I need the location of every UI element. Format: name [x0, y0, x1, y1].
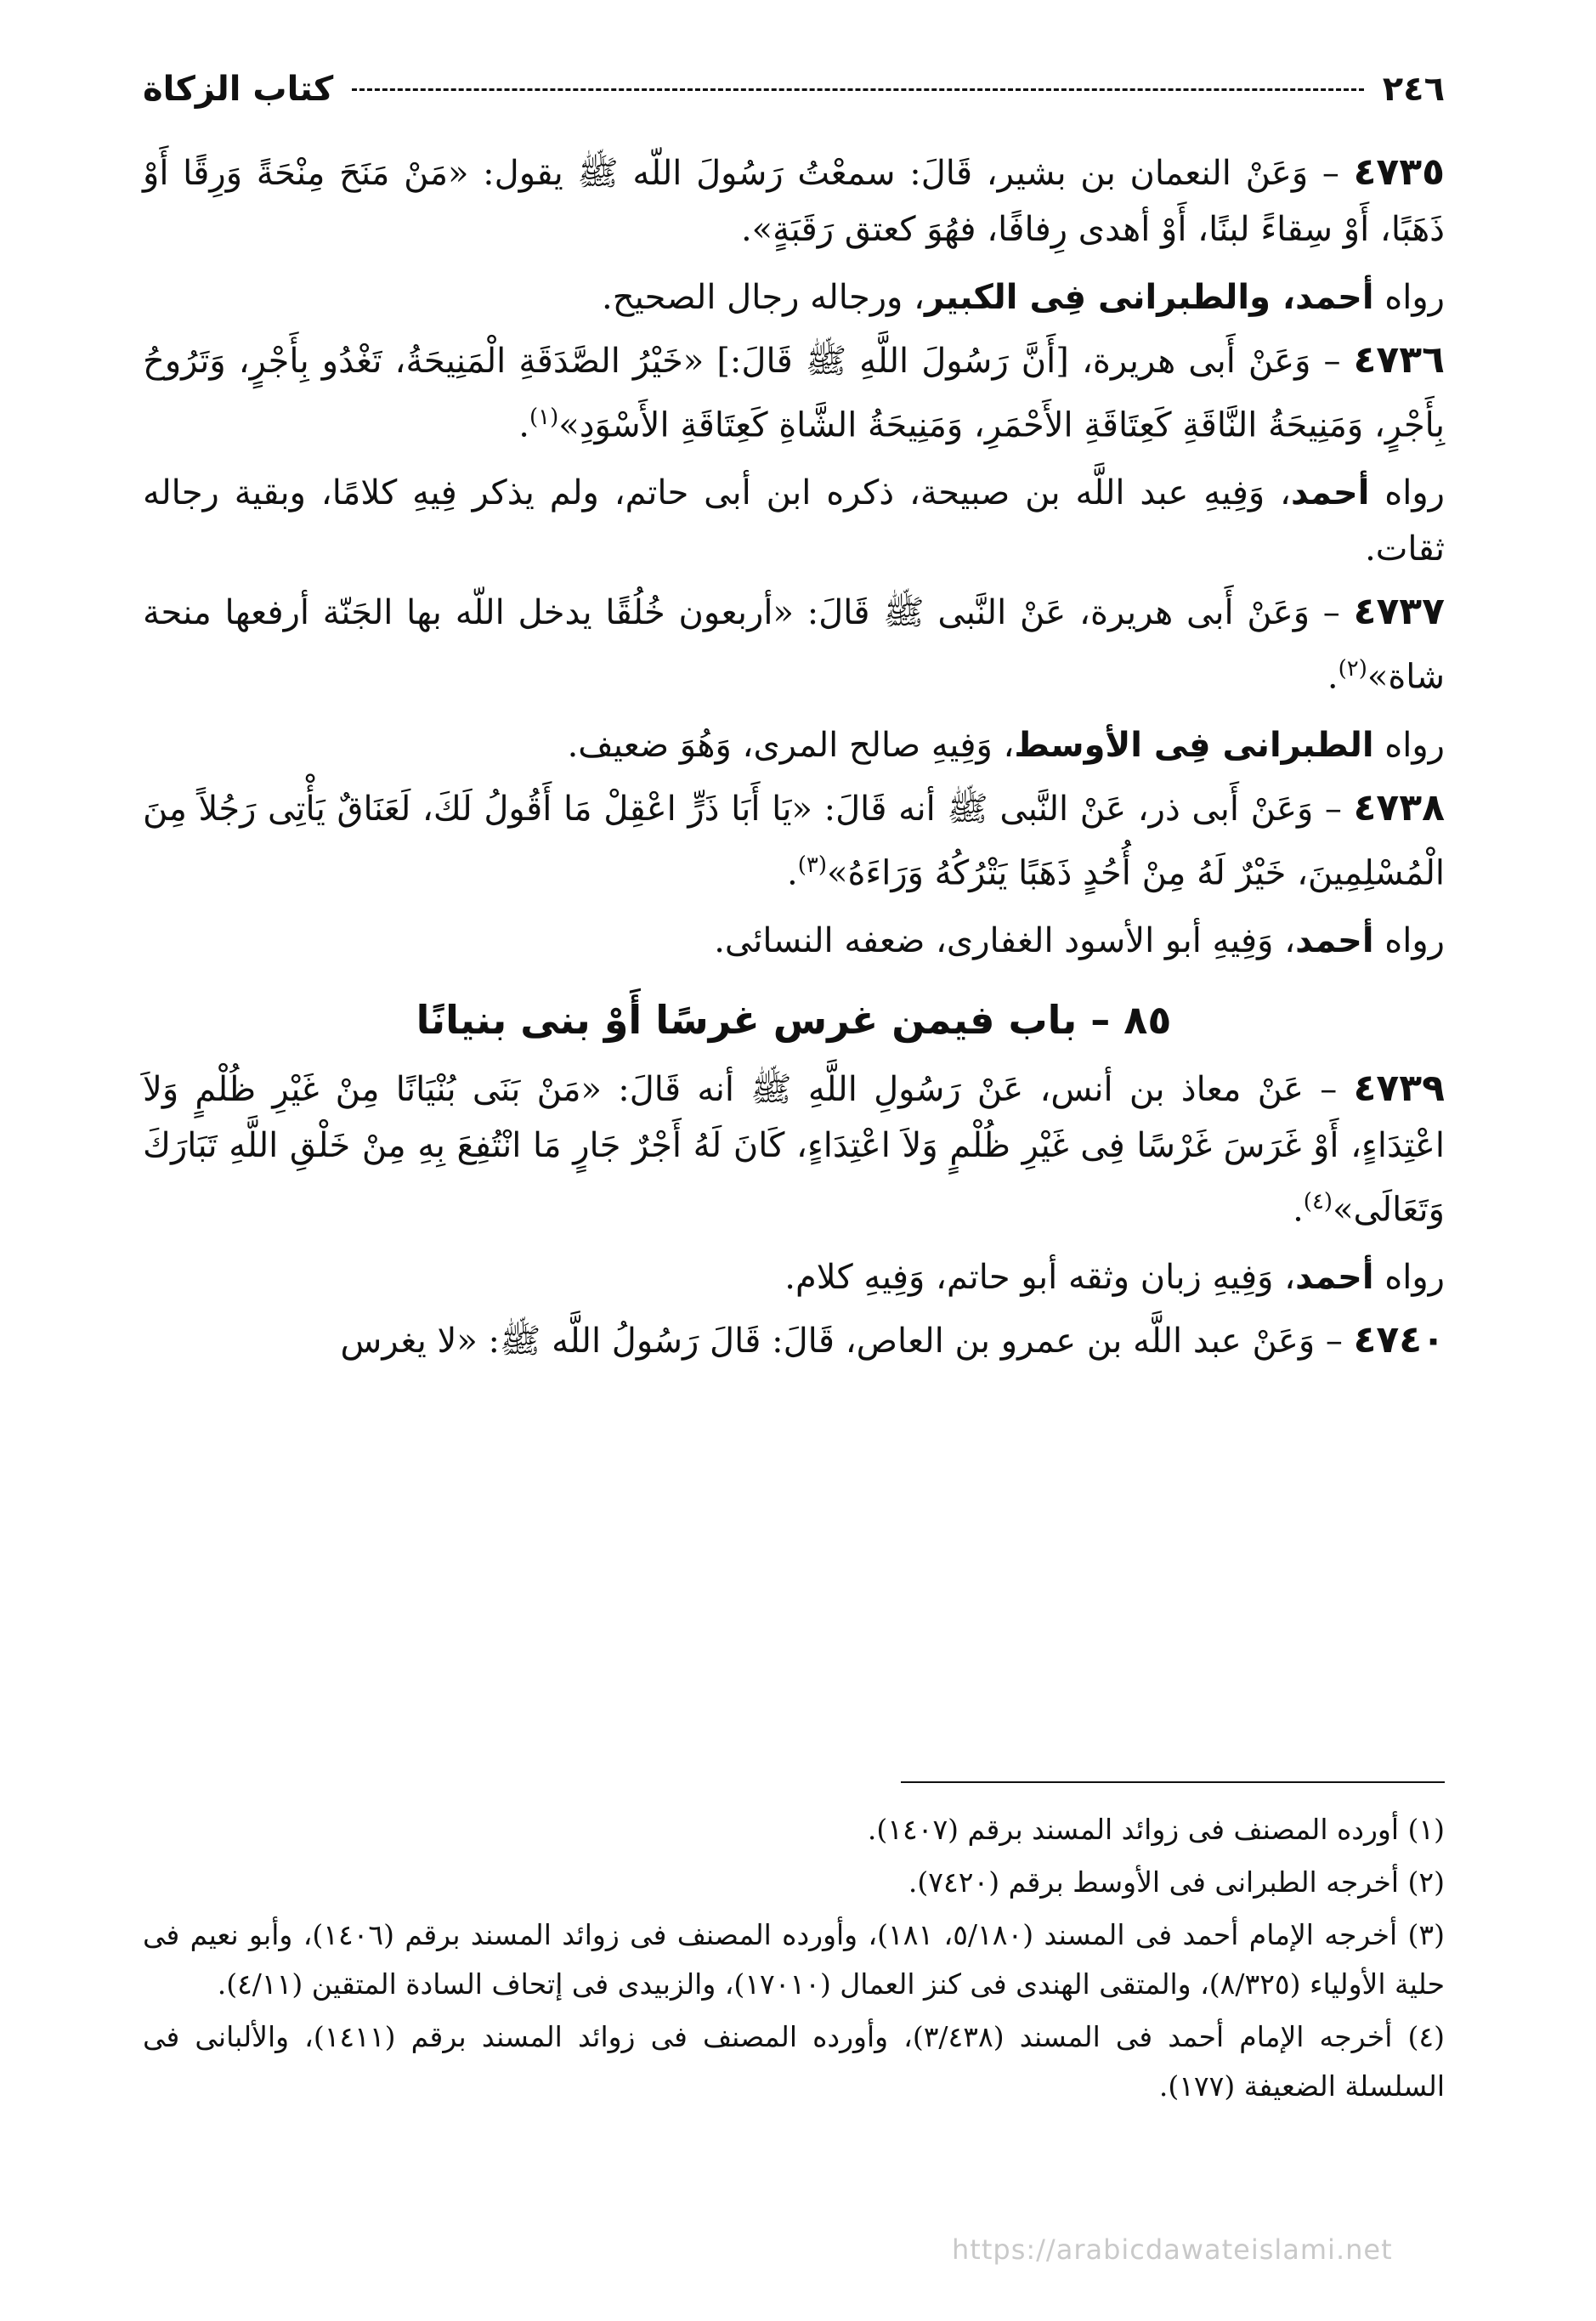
- chapter-heading: ٨٥ – باب فيمن غرس غرسًا أَوْ بنى بنيانًا: [416, 996, 1172, 1043]
- footnote-marker: (٣): [797, 852, 827, 878]
- narration-note: [143, 717, 1445, 773]
- hadith-4735: [143, 144, 1445, 258]
- book-page: [143, 51, 1445, 2295]
- narrator-source: الطبرانى فِى الأوسط: [1014, 725, 1374, 765]
- hadith-text: – وَعَنْ النعمان بن بشير، قَالَ: سمعْتُ رَسُولَ اللّه ﷺ يقول: «مَنْ مَنَحَ مِنْحَةً وَرِقًا أَوْ ذَهَبًا، أَوْ سِقاءً لبنًا، أَوْ أهدى رِفافًا، فهُوَ كعتق رَقَبَةٍ».: [143, 154, 1445, 249]
- hadith-4736: ٤٧٣٦ – وَعَنْ أَبى هريرة، [أَنَّ رَسُولَ اللَّهِ ﷺ قَالَ:] «خَيْرُ الصَّدَقَةِ الْمَنِيحَةُ، تَغْدُو بِأَجْرٍ، وَتَرُوحُ بِأَجْرٍ، وَمَنِيحَةُ النَّاقَةِ كَعِتَاقَةِ الأَحْمَرِ، وَمَنِيحَةُ الشَّاةِ كَعِتَاقَةِ الأَسْوَدِ»$^{(١)}$.: [143, 338, 1445, 445]
- narration-grading: ، ورجاله رجال الصحيح.: [602, 278, 925, 317]
- footnote-3: (٣) أخرجه الإمام أحمد فى المسند (٥/١٨٠، ١٨١)، وأورده المصنف فى زوائد المسند برقم (١٤٠٦)، وأبو نعيم فى حلية الأولياء (٨/٣٢٥)، والمتقى الهندى فى كنز العمال (١٧٠١٠)، والزبيدى فى إتحاف السادة المتقين (٤/١١).: [143, 1918, 1446, 2001]
- footnote-1: (١) أورده المصنف فى زوائد المسند برقم (١٤٠٧).: [867, 1813, 1445, 1846]
- hadith-number: ٤٧٣٥: [1353, 150, 1445, 194]
- narration-note: [143, 269, 1445, 326]
- narration-note: [143, 1249, 1445, 1305]
- page-number: ٢٤٦: [1382, 70, 1445, 109]
- hadith-text: – وَعَنْ أَبى ذر، عَنْ النَّبى ﷺ أنه قَالَ: «يَا أَبَا ذَرٍّ اعْقِلْ مَا أَقُولُ لَكَ، لَعَنَاقٌ يَأْتِى رَجُلاً مِنَ الْمُسْلِمِينَ، خَيْرٌ لَهُ مِنْ أُحُدٍ ذَهَبًا يَتْرُكُهُ وَرَاءَهُ»: [143, 789, 1445, 892]
- hadith-text: – عَنْ معاذ بن أنس، عَنْ رَسُولِ اللَّهِ ﷺ أنه قَالَ: «مَنْ بَنَى بُنْيَانًا مِنْ غَيْرِ ظُلْمٍ وَلاَ اعْتِدَاءٍ، أَوْ غَرَسَ غَرْسًا فِى غَيْرِ ظُلْمٍ وَلاَ اعْتِدَاءٍ، كَانَ لَهُ أَجْرٌ جَارٍ مَا انْتُفِعَ بِهِ مِنْ خَلْقِ اللَّهِ تَبَارَكَ وَتَعَالَى»: [143, 1069, 1445, 1230]
- book-title: كتاب الزكاة: [143, 70, 334, 109]
- hadith-text: – وَعَنْ أَبى هريرة، [أَنَّ رَسُولَ اللَّهِ ﷺ قَالَ:] «خَيْرُ الصَّدَقَةِ الْمَنِيحَةُ، تَغْدُو بِأَجْرٍ، وَتَرُوحُ بِأَجْرٍ، وَمَنِيحَةُ النَّاقَةِ كَعِتَاقَةِ الأَحْمَرِ، وَمَنِيحَةُ الشَّاةِ كَعِتَاقَةِ الأَسْوَدِ»: [143, 342, 1445, 445]
- hadith-number: ٤٧٣٨: [1353, 785, 1445, 829]
- narrator-source: أحمد، والطبرانى فِى الكبير: [924, 278, 1374, 317]
- footnote-4: (٤) أخرجه الإمام أحمد فى المسند (٣/٤٣٨)، وأورده المصنف فى زوائد المسند برقم (١٤١١)، والألبانى فى السلسلة الضعيفة (١٧٧).: [143, 2020, 1445, 2103]
- footnote-separator: [901, 1781, 1445, 1783]
- hadith-4740: [143, 1312, 1445, 1369]
- hadith-number: ٤٧٣٦: [1353, 338, 1445, 382]
- footnote-marker: (١): [529, 405, 559, 430]
- narrator-source: أحمد: [1290, 473, 1370, 513]
- hadith-number: ٤٧٤٠: [1353, 1318, 1445, 1362]
- page-header: [143, 51, 1445, 127]
- narration-prefix: رواه: [1373, 725, 1445, 765]
- hadith-number: ٤٧٣٧: [1353, 590, 1446, 634]
- narration-note: [143, 913, 1445, 969]
- narration-grading: ، وَفِيهِ عبد اللَّه بن صبيحة، ذكره ابن أبى حاتم، ولم يذكر فِيهِ كلامًا، وبقية رجاله ثقات.: [143, 473, 1445, 569]
- narration-grading: ، وَفِيهِ صالح المرى، وَهُوَ ضعيف.: [567, 725, 1015, 765]
- hadith-4739: ٤٧٣٩ – عَنْ معاذ بن أنس، عَنْ رَسُولِ اللَّهِ ﷺ أنه قَالَ: «مَنْ بَنَى بُنْيَانًا مِنْ غَيْرِ ظُلْمٍ وَلاَ اعْتِدَاءٍ، أَوْ غَرَسَ غَرْسًا فِى غَيْرِ ظُلْمٍ وَلاَ اعْتِدَاءٍ، كَانَ لَهُ أَجْرٌ جَارٍ مَا انْتُفِعَ بِهِ مِنْ خَلْقِ اللَّهِ تَبَارَكَ وَتَعَالَى»$^{(٤)}$.: [143, 1066, 1445, 1230]
- footnotes: [143, 1802, 1445, 2114]
- narrator-source: أحمد: [1295, 1258, 1374, 1298]
- footnote-2: (٢) أخرجه الطبرانى فى الأوسط برقم (٧٤٢٠).: [908, 1865, 1445, 1899]
- hadith-number: ٤٧٣٩: [1353, 1066, 1445, 1110]
- narration-grading: ، وَفِيهِ زبان وثقه أبو حاتم، وَفِيهِ كلام.: [784, 1258, 1296, 1298]
- narrator-source: أحمد: [1295, 920, 1374, 960]
- narration-prefix: رواه: [1369, 473, 1445, 513]
- hadith-text: – وَعَنْ عبد اللَّه بن عمرو بن العاص، قَالَ: قَالَ رَسُولُ اللَّه ﷺ: «لا يغرس: [340, 1322, 1343, 1361]
- header-divider: [352, 88, 1364, 91]
- watermark-url: https://arabicdawateislami.net: [952, 2233, 1393, 2266]
- narration-grading: ، وَفِيهِ أبو الأسود الغفارى، ضعفه النسائى.: [714, 920, 1296, 960]
- narration-note: [143, 465, 1445, 577]
- footnote-marker: (٤): [1303, 1188, 1333, 1214]
- narration-prefix: رواه: [1373, 1258, 1445, 1298]
- footnote-marker: (٢): [1338, 656, 1367, 682]
- hadith-text: – وَعَنْ أَبى هريرة، عَنْ النَّبى ﷺ قَالَ: «أربعون خُلُقًا يدخل اللّه بها الجَنّة أرفعها منحة شاة»: [143, 593, 1445, 697]
- hadith-4738: ٤٧٣٨ – وَعَنْ أَبى ذر، عَنْ النَّبى ﷺ أنه قَالَ: «يَا أَبَا ذَرٍّ اعْقِلْ مَا أَقُولُ لَكَ، لَعَنَاقٌ يَأْتِى رَجُلاً مِنَ الْمُسْلِمِينَ، خَيْرٌ لَهُ مِنْ أُحُدٍ ذَهَبًا يَتْرُكُهُ وَرَاءَهُ»$^{(٣)}$.: [143, 785, 1445, 892]
- hadith-4737: ٤٧٣٧ – وَعَنْ أَبى هريرة، عَنْ النَّبى ﷺ قَالَ: «أربعون خُلُقًا يدخل اللّه بها الجَنّة أرفعها منحة شاة»$^{(٢)}$.: [143, 590, 1446, 697]
- narration-prefix: رواه: [1373, 278, 1445, 317]
- narration-prefix: رواه: [1373, 920, 1445, 960]
